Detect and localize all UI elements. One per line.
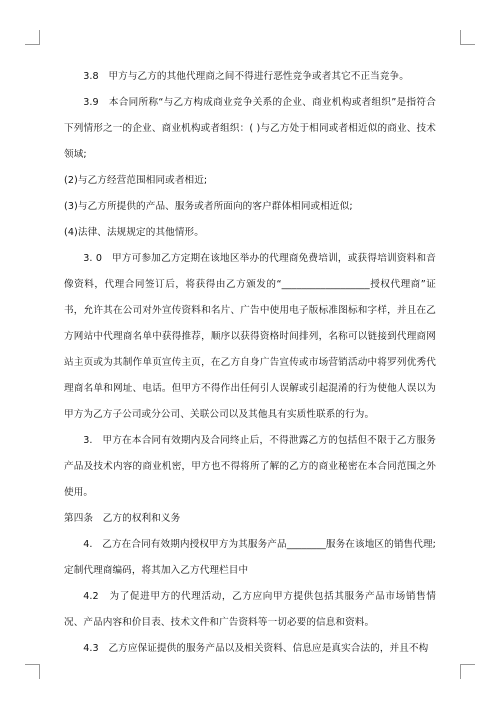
document-body [64,64,436,662]
clause-3-0: 3. 0 甲方可参加乙方定期在该地区举办的代理商免费培训，或获得培训资料和音像资料，代理合同签订后，将获得由乙方颁发的“__________________授权代理商”证书，允许其在公司对外宣传资料和名片、广告中使用电子版标准图标和字样，并且在乙方网站中代理商名单中获得推荐，顺序以获得资格时间排列，名称可以链接到代理商网站主页或为其制作单页宣传主页，在乙方自身广告宣传或市场营销活动中将罗列优秀代理商名单和网址、电话。但甲方不得作出任何引人误解或引起混淆的行为使他人误以为甲方为乙方子公司或分公司、关联公司以及其他具有实质性联系的行为。 [64,253,436,420]
clause-3-9-item-4: (4)法律、法规规定的其他情形。 [64,227,204,238]
clause-3-9: 3.9 本合同所称“与乙方构成商业竞争关系的企业、商业机构或者组织”是指符合下列情形之一的企业、商业机构或者组织：( )与乙方处于相同或者相近似的商业、技术领域; [64,97,436,160]
crop-mark-top-left [25,30,40,45]
clause-4-3: 4.3 乙方应保证提供的服务产品以及相关资料、信息应是真实合法的，并且不构 [83,643,429,654]
crop-mark-bottom-right [460,664,475,679]
crop-mark-bottom-left [25,664,40,679]
clause-3-9-item-2: (2)与乙方经营范围相同或者相近; [64,175,208,186]
clause-3-9-item-3: (3)与乙方所提供的产品、服务或者所面向的客户群体相同或相近似; [64,201,353,212]
clause-3-8: 3.8 甲方与乙方的其他代理商之间不得进行恶性竞争或者其它不正当竞争。 [83,71,409,82]
crop-mark-top-right [460,30,475,45]
clause-4-2: 4.2 为了促进甲方的代理活动，乙方应向甲方提供包括其服务产品市场销售情况、产品内容和价目表、技术文件和广告资料等一切必要的信息和资料。 [64,591,436,628]
article-4-heading: 第四条 乙方的权利和义务 [64,513,181,524]
clause-3: 3. 甲方在本合同有效期内及合同终止后，不得泄露乙方的包括但不限于乙方服务产品及技术内容的商业机密，甲方也不得将所了解的乙方的商业秘密在本合同范围之外使用。 [64,435,436,498]
clause-4: 4. 乙方在合同有效期内授权甲方为其服务产品________服务在该地区的销售代理;定制代理商编码，将其加入乙方代理栏目中 [64,539,436,576]
